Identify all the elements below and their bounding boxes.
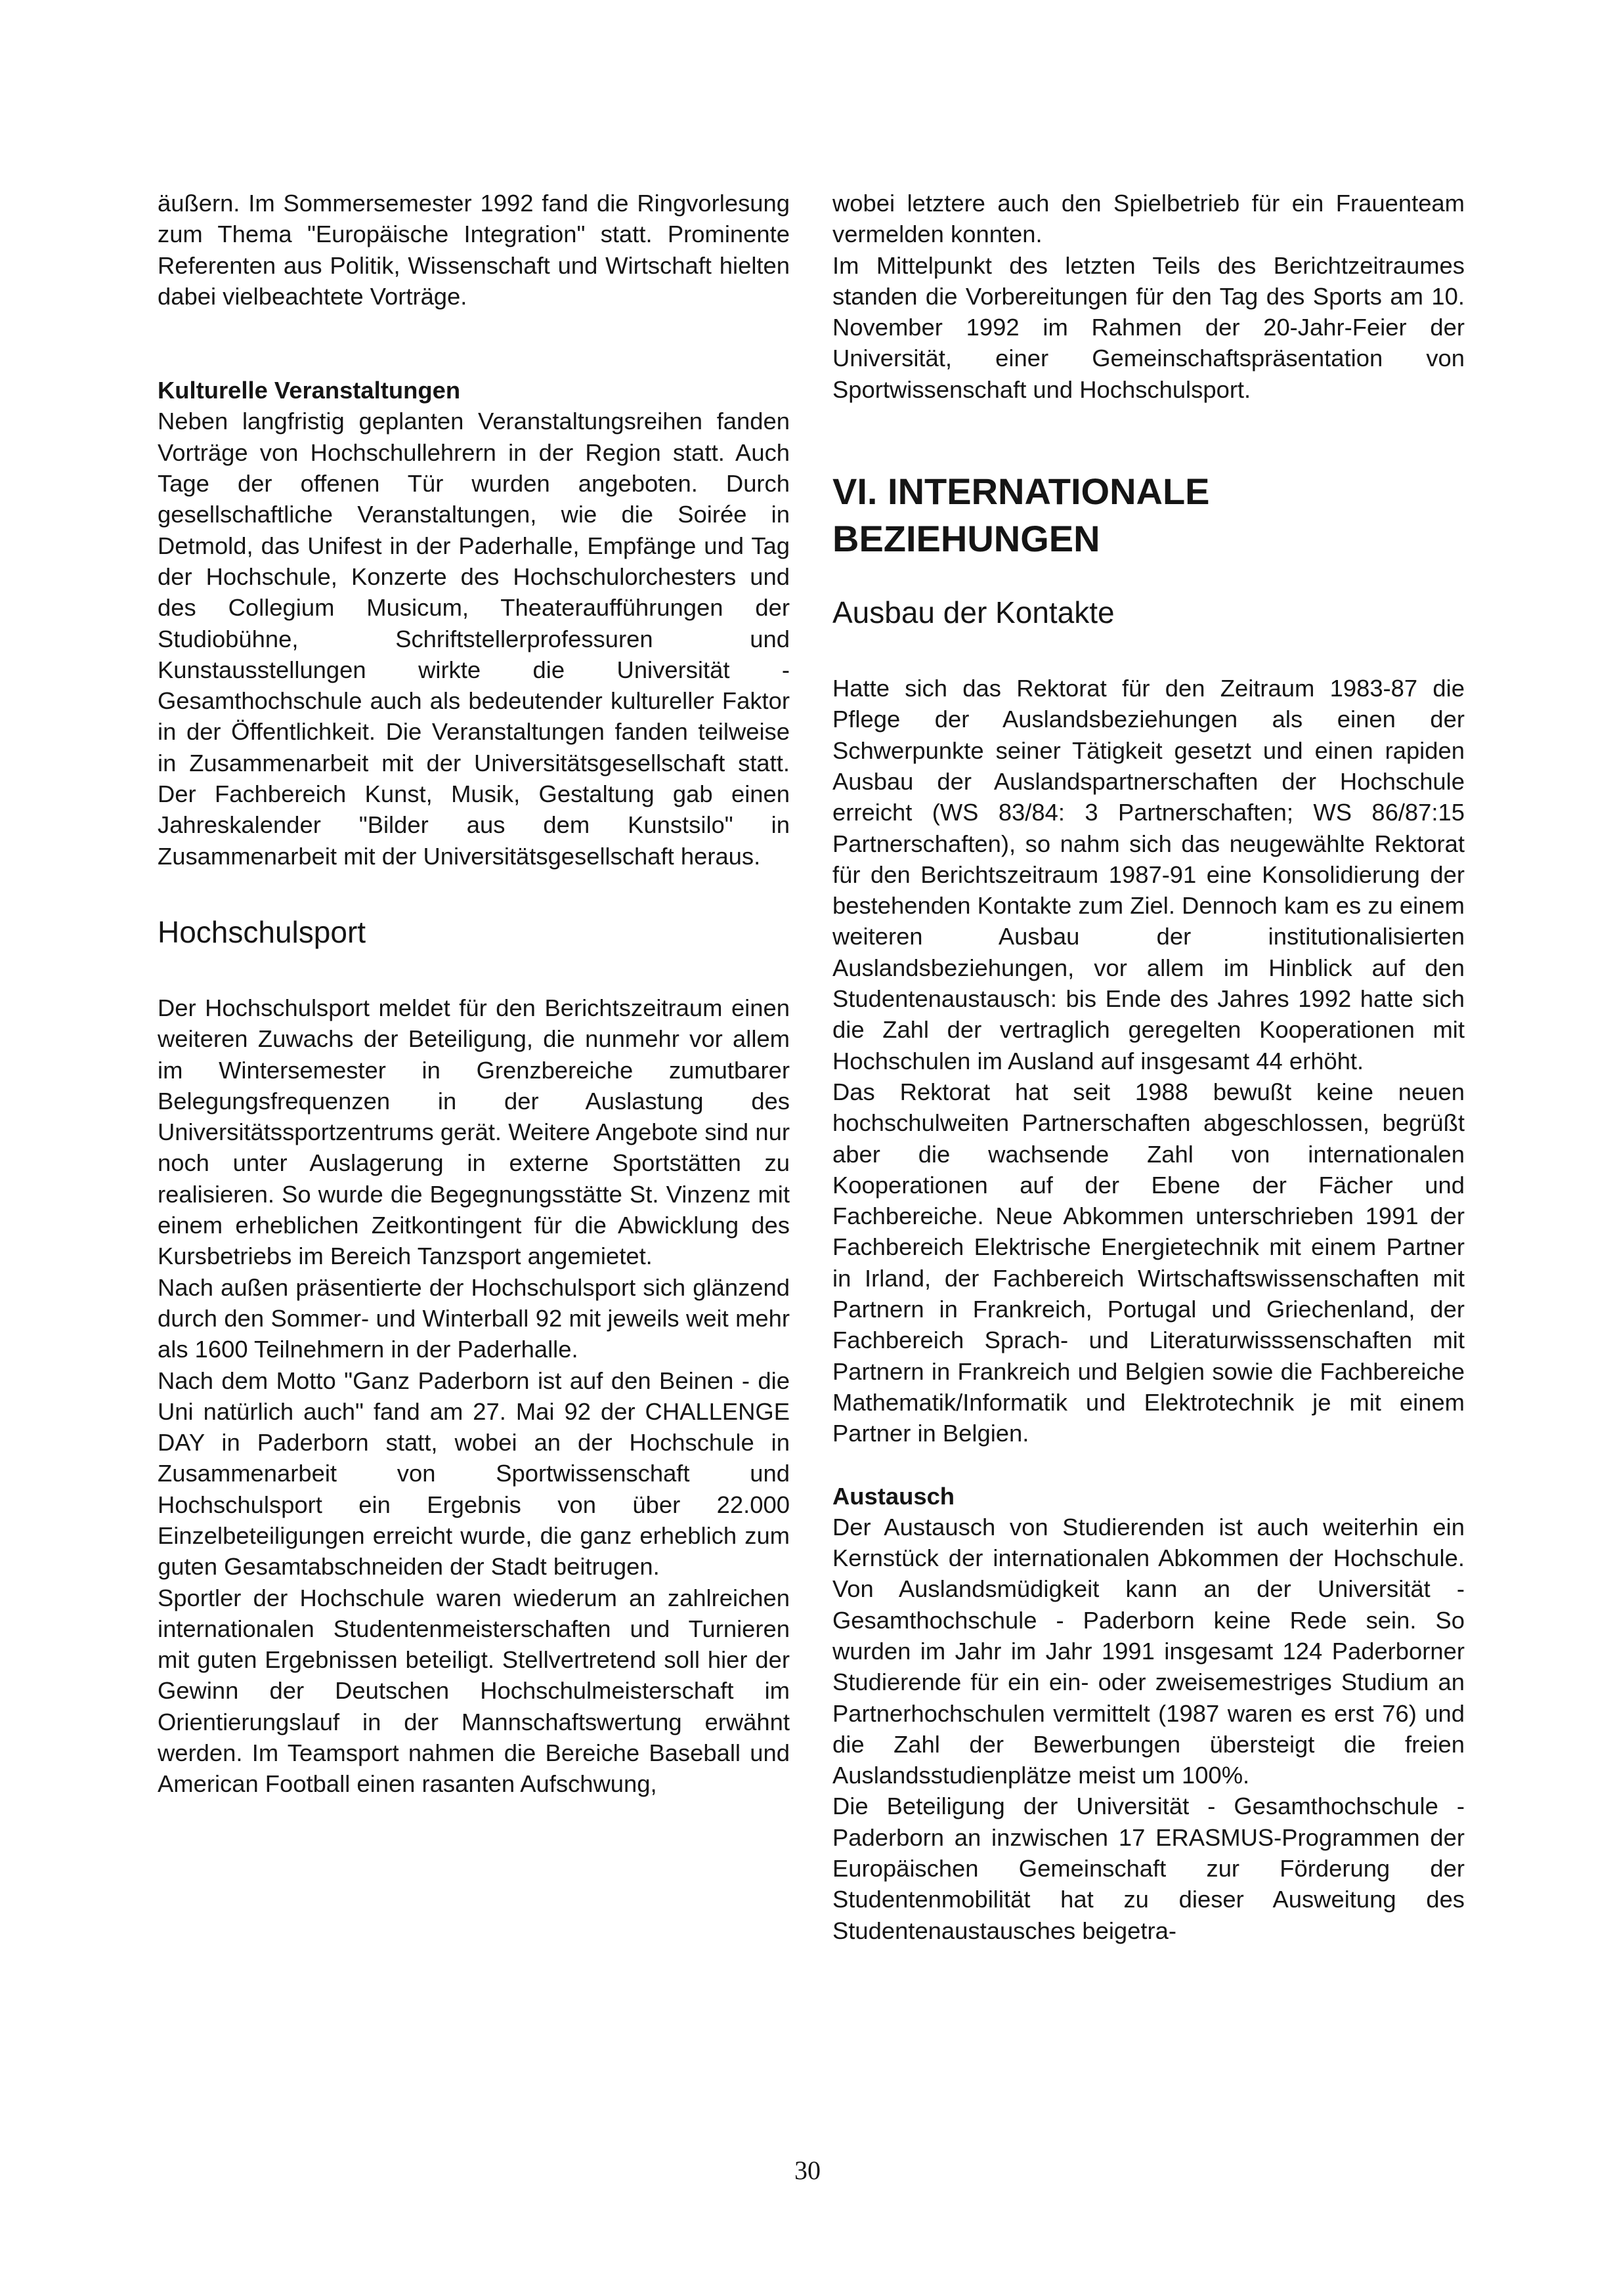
hochschulsport-paragraph: Sportler der Hochschule waren wiederum an zahlreichen internationalen Studentenmeisterschaften und Turnieren mit guten Ergebnissen beteiligt. Stellvertretend soll hier der Gewinn der Deutschen Hochschulmeisterschaft im Orientierungslauf in der Mannschaftswertung erwähnt werden. Im Teamsport nahmen die Bereiche Baseball und American Football einen rasanten Aufschwung,: [158, 1584, 790, 1798]
page-number: 30: [794, 2156, 821, 2185]
hochschulsport-heading: Hochschulsport: [158, 914, 366, 949]
austausch-paragraph: Der Austausch von Studierenden ist auch weiterhin ein Kernstück der internationalen Abkommen der Hochschule. Von Auslandsmüdigkeit kann an der Universität - Gesamthochschule - Paderborn keine Rede sein. So wurden im Jahr im Jahr 1991 insgesamt 124 Paderborner Studierende für ein ein- oder zweisemestriges Studium an Partnerhochschulen vermittelt (1987 waren es erst 76) und die Zahl der Bewerbungen übersteigt die freien Auslandsstudienplätze meist um 100%.: [832, 1513, 1465, 1789]
hochschulsport-paragraph: Der Hochschulsport meldet für den Berichtszeitraum einen weiteren Zuwachs der Beteiligung, die nunmehr vor allem im Wintersemester in Grenzbereiche zumutbarer Belegungsfrequenzen in der Auslastung des Universitätssportzentrums gerät. Weitere Angebote sind nur noch unter Auslagerung in externe Sportstätten zu realisieren. So wurde die Begegnungsstätte St. Vinzenz mit einem erheblichen Zeitkontingent für die Abwicklung des Kursbetriebs im Bereich Tanzsport angemietet.: [158, 994, 790, 1270]
chapter-heading: [832, 468, 1465, 563]
sport-continuation-paragraph: wobei letztere auch den Spielbetrieb für ein Frauenteam vermelden konnten.: [832, 190, 1465, 248]
hochschulsport-paragraph: Nach außen präsentierte der Hochschulsport sich glänzend durch den Sommer- und Winterball 92 mit jeweils weit mehr als 1600 Teilnehmern in der Paderhalle.: [158, 1273, 790, 1363]
right-column: [832, 188, 1465, 1946]
kontakte-paragraph: Das Rektorat hat seit 1988 bewußt keine neuen hochschulweiten Partnerschaften abgeschlossen, begrüßt aber die wachsende Zahl von internationalen Kooperationen auf der Ebene der Fächer und Fachbereiche. Neue Abkommen unterschrieben 1991 der Fachbereich Elektrische Energietechnik mit einem Partner in Irland, der Fachbereich Wirtschaftswissenschaften mit Partnern in Frankreich, Portugal und Griechenland, der Fachbereich Sprach- und Literaturwisssenschaften mit Partnern in Frankreich und Belgien sowie die Fachbereiche Mathematik/Informatik und Elektrotechnik je mit einem Partner in Belgien.: [832, 1078, 1465, 1447]
kulturelle-veranstaltungen-heading: Kulturelle Veranstaltungen: [158, 377, 461, 404]
austausch-paragraph: Die Beteiligung der Universität - Gesamthochschule - Paderborn an inzwischen 17 ERASMUS-Programmen der Europäischen Gemeinschaft zur Förderung der Studentenmobilität hat zu dieser Ausweitung des Studentenaustausches beigetra-: [832, 1793, 1465, 1944]
ausbau-der-kontakte-heading: Ausbau der Kontakte: [832, 595, 1115, 630]
kulturelle-veranstaltungen-paragraph: Neben langfristig geplanten Veranstaltungsreihen fanden Vorträge von Hochschullehrern in der Region statt. Auch Tage der offenen Tür wurden angeboten. Durch gesellschaftliche Veranstaltungen, wie die Soirée in Detmold, das Unifest in der Paderhalle, Empfänge und Tag der Hochschule, Konzerte des Hochschulorchesters und des Collegium Musicum, Theateraufführungen der Studiobühne, Schriftstellerprofessuren und Kunstausstellungen wirkte die Universität - Gesamthochschule auch als bedeutender kultureller Faktor in der Öffentlichkeit. Die Veranstaltungen fanden teilweise in Zusammenarbeit mit der Universitätsgesellschaft statt. Der Fachbereich Kunst, Musik, Gestaltung gab einen Jahreskalender "Bilder aus dem Kunstsilo" in Zusammenarbeit mit der Universitätsgesellschaft heraus.: [158, 408, 790, 870]
chapter-heading-line: BEZIEHUNGEN: [832, 518, 1100, 560]
hochschulsport-paragraph: Nach dem Motto "Ganz Paderborn ist auf den Beinen - die Uni natürlich auch" fand am 27. Mai 92 der CHALLENGE DAY in Paderborn statt, wobei an der Hochschule in Zusammenarbeit von Sportwissenschaft und Hochschulsport ein Ergebnis von über 22.000 Einzelbeteiligungen erreicht wurde, die ganz erheblich zum guten Gesamtabschneiden der Stadt beitrugen.: [158, 1367, 790, 1581]
intro-paragraph: äußern. Im Sommersemester 1992 fand die Ringvorlesung zum Thema "Europäische Integration" statt. Prominente Referenten aus Politik, Wissenschaft und Wirtschaft hielten dabei vielbeachtete Vorträge.: [158, 190, 790, 310]
left-column: [158, 188, 790, 1800]
chapter-heading-line: VI. INTERNATIONALE: [832, 471, 1210, 513]
austausch-heading: Austausch: [832, 1482, 955, 1510]
sport-continuation-paragraph: Im Mittelpunkt des letzten Teils des Berichtzeitraumes standen die Vorbereitungen für den Tag des Sports am 10. November 1992 im Rahmen der 20-Jahr-Feier der Universität, einer Gemeinschaftspräsentation von Sportwissenschaft und Hochschulsport.: [832, 251, 1465, 403]
kontakte-paragraph: Hatte sich das Rektorat für den Zeitraum 1983-87 die Pflege der Auslandsbeziehungen als einen der Schwerpunkte seiner Tätigkeit gesetzt und einen rapiden Ausbau der Auslandspartnerschaften der Hochschule erreicht (WS 83/84: 3 Partnerschaften; WS 86/87:15 Partnerschaften), so nahm sich das neugewählte Rektorat für den Berichtszeitraum 1987-91 eine Konsolidierung der bestehenden Kontakte zum Ziel. Dennoch kam es zu einem weiteren Ausbau der institutionalisierten Auslandsbeziehungen, vor allem im Hinblick auf den Studentenaustausch: bis Ende des Jahres 1992 hatte sich die Zahl der vertraglich geregelten Kooperationen mit Hochschulen im Ausland auf insgesamt 44 erhöht.: [832, 675, 1465, 1074]
